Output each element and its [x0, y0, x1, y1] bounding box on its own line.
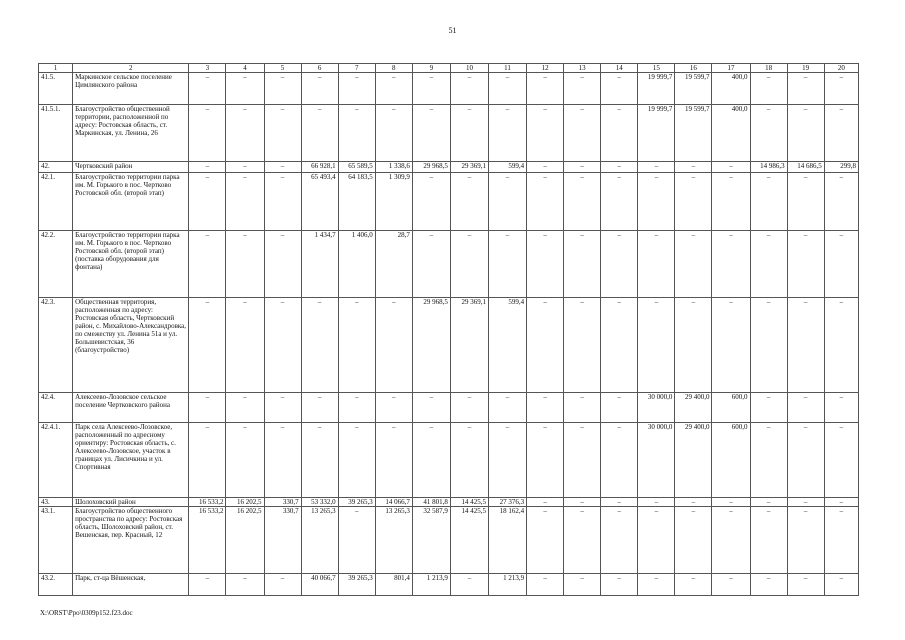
value-cell: –	[527, 298, 564, 393]
value-cell: 65 493,4	[301, 173, 338, 231]
value-cell: –	[712, 298, 750, 393]
value-cell: –	[824, 507, 858, 574]
value-cell: 29 369,1	[450, 298, 488, 393]
value-cell: –	[527, 105, 564, 162]
value-cell: 600,0	[712, 393, 750, 423]
value-cell: –	[450, 73, 488, 105]
value-cell: –	[264, 574, 301, 596]
value-cell: –	[527, 393, 564, 423]
value-cell: 13 265,3	[301, 507, 338, 574]
value-cell: 66 928,1	[301, 162, 338, 173]
value-cell: 18 162,4	[488, 507, 526, 574]
value-cell: –	[601, 173, 638, 231]
value-cell: –	[824, 298, 858, 393]
value-cell: –	[450, 574, 488, 596]
value-cell: –	[787, 73, 824, 105]
value-cell: –	[226, 105, 264, 162]
table-row	[39, 393, 859, 423]
value-cell: –	[601, 231, 638, 298]
row-number-cell: 42.	[39, 162, 73, 173]
value-cell: –	[675, 231, 712, 298]
column-number-header: 1	[39, 64, 73, 73]
value-cell: 14 986,3	[750, 162, 787, 173]
value-cell: 41 801,8	[412, 498, 450, 507]
value-cell: –	[564, 173, 601, 231]
value-cell: –	[527, 507, 564, 574]
value-cell: 400,0	[712, 105, 750, 162]
value-cell: –	[712, 498, 750, 507]
value-cell: –	[601, 498, 638, 507]
value-cell: 30 000,0	[638, 393, 675, 423]
value-cell: 13 265,3	[375, 507, 412, 574]
value-cell: –	[264, 162, 301, 173]
value-cell: –	[338, 423, 375, 498]
value-cell: 19 599,7	[675, 73, 712, 105]
value-cell: –	[301, 105, 338, 162]
value-cell: –	[189, 393, 226, 423]
value-cell: –	[787, 298, 824, 393]
column-number-header: 10	[450, 64, 488, 73]
value-cell: –	[301, 298, 338, 393]
column-number-header: 3	[189, 64, 226, 73]
value-cell: –	[675, 498, 712, 507]
table-row	[39, 105, 859, 162]
value-cell: –	[712, 173, 750, 231]
value-cell: 1 406,0	[338, 231, 375, 298]
value-cell: 65 589,5	[338, 162, 375, 173]
value-cell: –	[264, 423, 301, 498]
value-cell: 299,8	[824, 162, 858, 173]
value-cell: 400,0	[712, 73, 750, 105]
value-cell: –	[750, 393, 787, 423]
value-cell: 1 213,9	[412, 574, 450, 596]
value-cell: –	[301, 393, 338, 423]
value-cell: –	[564, 231, 601, 298]
value-cell: –	[301, 73, 338, 105]
value-cell: –	[488, 393, 526, 423]
value-cell: –	[189, 574, 226, 596]
value-cell: –	[564, 73, 601, 105]
value-cell: 19 999,7	[638, 73, 675, 105]
value-cell: 599,4	[488, 162, 526, 173]
value-cell: 599,4	[488, 298, 526, 393]
value-cell: –	[564, 507, 601, 574]
value-cell: –	[338, 507, 375, 574]
value-cell: –	[488, 73, 526, 105]
value-cell: –	[412, 173, 450, 231]
value-cell: –	[787, 498, 824, 507]
value-cell: –	[488, 173, 526, 231]
value-cell: –	[638, 498, 675, 507]
value-cell: –	[189, 162, 226, 173]
row-number-cell: 42.4.1.	[39, 423, 73, 498]
value-cell: 53 332,0	[301, 498, 338, 507]
value-cell: –	[375, 423, 412, 498]
value-cell: –	[564, 498, 601, 507]
column-number-header: 15	[638, 64, 675, 73]
object-name-cell: Благоустройство общественной территории, расположенной по адресу: Ростовская область, ст. Маркинская, ул. Ленина, 26	[73, 105, 189, 162]
value-cell: –	[564, 574, 601, 596]
column-number-header: 9	[412, 64, 450, 73]
value-cell: –	[787, 393, 824, 423]
value-cell: –	[638, 173, 675, 231]
value-cell: –	[375, 298, 412, 393]
column-number-header: 11	[488, 64, 526, 73]
value-cell: –	[712, 162, 750, 173]
value-cell: 14 425,5	[450, 507, 488, 574]
value-cell: –	[601, 423, 638, 498]
value-cell: –	[564, 393, 601, 423]
value-cell: –	[564, 298, 601, 393]
value-cell: –	[750, 298, 787, 393]
value-cell: 29 400,0	[675, 423, 712, 498]
value-cell: –	[787, 574, 824, 596]
value-cell: –	[189, 423, 226, 498]
column-number-header: 16	[675, 64, 712, 73]
value-cell: 32 587,9	[412, 507, 450, 574]
value-cell: –	[750, 231, 787, 298]
row-number-cell: 42.4.	[39, 393, 73, 423]
value-cell: –	[412, 231, 450, 298]
value-cell: –	[450, 423, 488, 498]
value-cell: –	[824, 498, 858, 507]
value-cell: –	[601, 298, 638, 393]
object-name-cell: Парк села Алексеево-Лозовское, расположенный по адресному ориентиру: Ростовская область, с. Алексеево-Лозовское, участок в границах ул. Лисичкина и ул. Спортивная	[73, 423, 189, 498]
value-cell: –	[189, 105, 226, 162]
value-cell: –	[750, 498, 787, 507]
column-number-header: 5	[264, 64, 301, 73]
value-cell: 1 213,9	[488, 574, 526, 596]
object-name-cell: Благоустройство территории парка им. М. Горького в пос. Чертково Ростовской обл. (второй этап)	[73, 173, 189, 231]
table-row	[39, 423, 859, 498]
value-cell: –	[750, 423, 787, 498]
value-cell: –	[824, 231, 858, 298]
value-cell: –	[301, 423, 338, 498]
table-row	[39, 574, 859, 596]
value-cell: –	[750, 173, 787, 231]
value-cell: 30 000,0	[638, 423, 675, 498]
value-cell: 16 533,2	[189, 498, 226, 507]
value-cell: –	[601, 574, 638, 596]
value-cell: –	[527, 574, 564, 596]
object-name-cell: Маркинское сельское поселение Цимлянского района	[73, 73, 189, 105]
value-cell: –	[189, 73, 226, 105]
value-cell: –	[750, 73, 787, 105]
column-number-header: 12	[527, 64, 564, 73]
column-number-header: 7	[338, 64, 375, 73]
value-cell: 29 400,0	[675, 393, 712, 423]
value-cell: –	[412, 73, 450, 105]
value-cell: –	[338, 393, 375, 423]
value-cell: –	[527, 162, 564, 173]
value-cell: 14 066,7	[375, 498, 412, 507]
value-cell: –	[264, 231, 301, 298]
column-number-header: 17	[712, 64, 750, 73]
value-cell: 19 599,7	[675, 105, 712, 162]
value-cell: –	[564, 423, 601, 498]
value-cell: –	[375, 73, 412, 105]
value-cell: –	[412, 105, 450, 162]
value-cell: –	[264, 173, 301, 231]
value-cell: –	[264, 73, 301, 105]
value-cell: 330,7	[264, 498, 301, 507]
value-cell: –	[226, 393, 264, 423]
value-cell: –	[601, 105, 638, 162]
value-cell: –	[375, 105, 412, 162]
value-cell: 29 369,1	[450, 162, 488, 173]
object-name-cell: Парк, ст-ца Вёшенская,	[73, 574, 189, 596]
value-cell: 64 183,5	[338, 173, 375, 231]
value-cell: –	[226, 73, 264, 105]
value-cell: 19 999,7	[638, 105, 675, 162]
column-number-header: 2	[73, 64, 189, 73]
value-cell: –	[189, 231, 226, 298]
value-cell: 28,7	[375, 231, 412, 298]
column-number-header: 18	[750, 64, 787, 73]
value-cell: –	[226, 162, 264, 173]
value-cell: –	[226, 173, 264, 231]
value-cell: –	[787, 231, 824, 298]
value-cell: –	[638, 162, 675, 173]
column-number-header: 13	[564, 64, 601, 73]
column-number-header: 14	[601, 64, 638, 73]
value-cell: –	[527, 173, 564, 231]
value-cell: –	[450, 173, 488, 231]
value-cell: –	[375, 393, 412, 423]
value-cell: –	[712, 507, 750, 574]
value-cell: –	[226, 231, 264, 298]
value-cell: –	[338, 298, 375, 393]
row-number-cell: 42.1.	[39, 173, 73, 231]
value-cell: –	[712, 231, 750, 298]
value-cell: –	[527, 498, 564, 507]
value-cell: –	[527, 73, 564, 105]
value-cell: –	[638, 507, 675, 574]
column-number-header: 19	[787, 64, 824, 73]
value-cell: –	[488, 105, 526, 162]
value-cell: –	[787, 173, 824, 231]
table-row	[39, 231, 859, 298]
value-cell: –	[527, 423, 564, 498]
value-cell: –	[638, 574, 675, 596]
row-number-cell: 41.5.	[39, 73, 73, 105]
value-cell: –	[338, 105, 375, 162]
value-cell: –	[226, 423, 264, 498]
value-cell: –	[488, 231, 526, 298]
value-cell: –	[787, 423, 824, 498]
value-cell: –	[450, 105, 488, 162]
value-cell: 600,0	[712, 423, 750, 498]
value-cell: –	[750, 105, 787, 162]
row-number-cell: 43.1.	[39, 507, 73, 574]
value-cell: –	[824, 105, 858, 162]
value-cell: 39 265,3	[338, 498, 375, 507]
value-cell: 29 968,5	[412, 298, 450, 393]
value-cell: –	[412, 393, 450, 423]
budget-table	[38, 63, 859, 596]
value-cell: –	[226, 574, 264, 596]
table-header-row	[39, 64, 859, 73]
column-number-header: 6	[301, 64, 338, 73]
value-cell: –	[675, 507, 712, 574]
value-cell: –	[264, 393, 301, 423]
value-cell: 27 376,3	[488, 498, 526, 507]
value-cell: –	[564, 105, 601, 162]
object-name-cell: Благоустройство территории парка им. М. Горького в пос. Чертково Ростовской обл. (второй этап) (поставка оборудования для фонтана)	[73, 231, 189, 298]
object-name-cell: Шолоховский район	[73, 498, 189, 507]
value-cell: 1 309,9	[375, 173, 412, 231]
value-cell: –	[638, 298, 675, 393]
row-number-cell: 41.5.1.	[39, 105, 73, 162]
row-number-cell: 43.	[39, 498, 73, 507]
value-cell: –	[189, 173, 226, 231]
value-cell: –	[675, 298, 712, 393]
value-cell: –	[638, 231, 675, 298]
value-cell: –	[338, 73, 375, 105]
value-cell: –	[264, 298, 301, 393]
value-cell: –	[189, 298, 226, 393]
table-row	[39, 73, 859, 105]
value-cell: 16 533,2	[189, 507, 226, 574]
page-number: 51	[448, 26, 457, 35]
value-cell: 1 434,7	[301, 231, 338, 298]
value-cell: –	[412, 423, 450, 498]
column-number-header: 20	[824, 64, 858, 73]
value-cell: –	[824, 423, 858, 498]
table-row	[39, 162, 859, 173]
value-cell: –	[527, 231, 564, 298]
value-cell: –	[750, 574, 787, 596]
row-number-cell: 43.2.	[39, 574, 73, 596]
object-name-cell: Благоустройство общественного пространства по адресу: Ростовская область, Шолоховский район, ст. Вешенская, пер. Красный, 12	[73, 507, 189, 574]
value-cell: –	[787, 507, 824, 574]
value-cell: –	[750, 507, 787, 574]
value-cell: 16 202,5	[226, 498, 264, 507]
value-cell: 14 425,5	[450, 498, 488, 507]
value-cell: 14 686,5	[787, 162, 824, 173]
value-cell: –	[264, 105, 301, 162]
value-cell: 330,7	[264, 507, 301, 574]
value-cell: –	[488, 423, 526, 498]
object-name-cell: Общественная территория, расположенная по адресу: Ростовская область, Чертковский район, с. Михайлово-Александровка, по смежеству ул. Ленина 51а и ул. Большевистская, 36 (благоустройство)	[73, 298, 189, 393]
value-cell: –	[712, 574, 750, 596]
table-row	[39, 298, 859, 393]
value-cell: –	[450, 231, 488, 298]
value-cell: 16 202,5	[226, 507, 264, 574]
value-cell: –	[564, 162, 601, 173]
table-row	[39, 173, 859, 231]
value-cell: 801,4	[375, 574, 412, 596]
value-cell: –	[824, 173, 858, 231]
value-cell: –	[450, 393, 488, 423]
column-number-header: 8	[375, 64, 412, 73]
value-cell: –	[787, 105, 824, 162]
value-cell: –	[226, 298, 264, 393]
column-number-header: 4	[226, 64, 264, 73]
value-cell: 39 265,3	[338, 574, 375, 596]
value-cell: –	[824, 574, 858, 596]
table-row	[39, 498, 859, 507]
value-cell: –	[601, 73, 638, 105]
value-cell: –	[824, 73, 858, 105]
table-body	[39, 64, 859, 596]
value-cell: –	[675, 173, 712, 231]
value-cell: –	[601, 162, 638, 173]
row-number-cell: 42.3.	[39, 298, 73, 393]
file-path-footer: X:\ORST\Ppo\0309p152.f23.doc	[40, 609, 133, 617]
table-row	[39, 507, 859, 574]
value-cell: –	[675, 574, 712, 596]
value-cell: 29 968,5	[412, 162, 450, 173]
object-name-cell: Алексеево-Лозовское сельское поселение Чертковского района	[73, 393, 189, 423]
value-cell: –	[601, 507, 638, 574]
value-cell: –	[824, 393, 858, 423]
value-cell: –	[675, 162, 712, 173]
value-cell: –	[601, 393, 638, 423]
row-number-cell: 42.2.	[39, 231, 73, 298]
value-cell: 40 066,7	[301, 574, 338, 596]
object-name-cell: Чертковский район	[73, 162, 189, 173]
value-cell: 1 338,6	[375, 162, 412, 173]
